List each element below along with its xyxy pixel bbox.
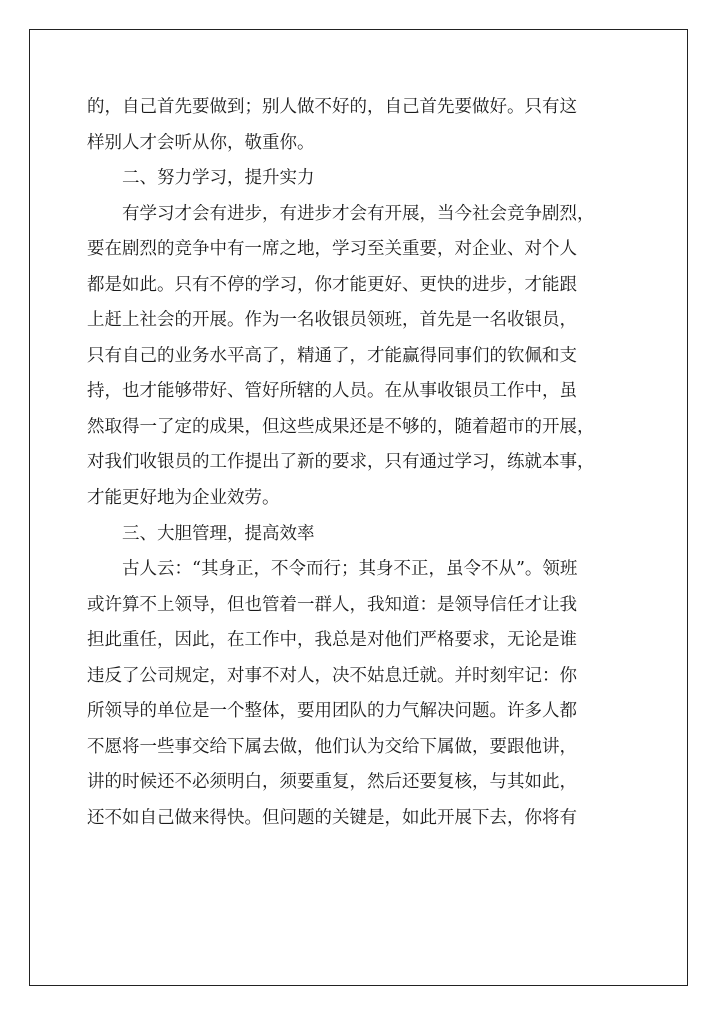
text-line: 担此重任，因此，在工作中，我总是对他们严格要求，无论是谁 [87, 630, 577, 651]
text-line: 上赶上社会的开展。作为一名收银员领班，首先是一名收银员， [87, 310, 577, 331]
text-line: 只有自己的业务水平高了，精通了，才能赢得同事们的钦佩和支 [87, 345, 577, 366]
text-line: 然取得一了定的成果，但这些成果还是不够的，随着超市的开展， [87, 416, 595, 437]
text-line: 讲的时候还不必须明白，须要重复，然后还要复核，与其如此， [87, 772, 577, 793]
text-line: 不愿将一些事交给下属去做，他们认为交给下属做，要跟他讲， [87, 736, 577, 757]
text-line: 持，也才能够带好、管好所辖的人员。在从事收银员工作中，虽 [87, 381, 577, 402]
text-line: 所领导的单位是一个整体，要用团队的力气解决问题。许多人都 [87, 701, 577, 722]
text-line: 对我们收银员的工作提出了新的要求，只有通过学习，练就本事， [87, 452, 595, 473]
document-body [87, 90, 635, 836]
text-line: 要在剧烈的竞争中有一席之地，学习至关重要，对企业、对个人 [87, 239, 577, 260]
text-line: 都是如此。只有不停的学习，你才能更好、更快的进步，才能跟 [87, 274, 577, 295]
section-heading: 三、大胆管理，提高效率 [122, 523, 315, 544]
text-line: 或许算不上领导，但也管着一群人，我知道：是领导信任才让我 [87, 594, 577, 615]
text-line: 才能更好地为企业效劳。 [87, 488, 280, 509]
text-line: 还不如自己做来得快。但问题的关键是，如此开展下去，你将有 [87, 807, 577, 828]
section-heading: 二、努力学习，提升实力 [122, 168, 315, 189]
text-line: 古人云：“其身正，不令而行；其身不正，虽令不从”。领班 [122, 559, 578, 580]
text-line: 的，自己首先要做到；别人做不好的，自己首先要做好。只有这 [87, 97, 577, 117]
text-line: 有学习才会有进步，有进步才会有开展，当今社会竞争剧烈， [122, 203, 595, 224]
text-line: 样别人才会听从你，敬重你。 [87, 132, 315, 153]
text-line: 违反了公司规定，对事不对人，决不姑息迁就。并时刻牢记：你 [87, 665, 577, 686]
